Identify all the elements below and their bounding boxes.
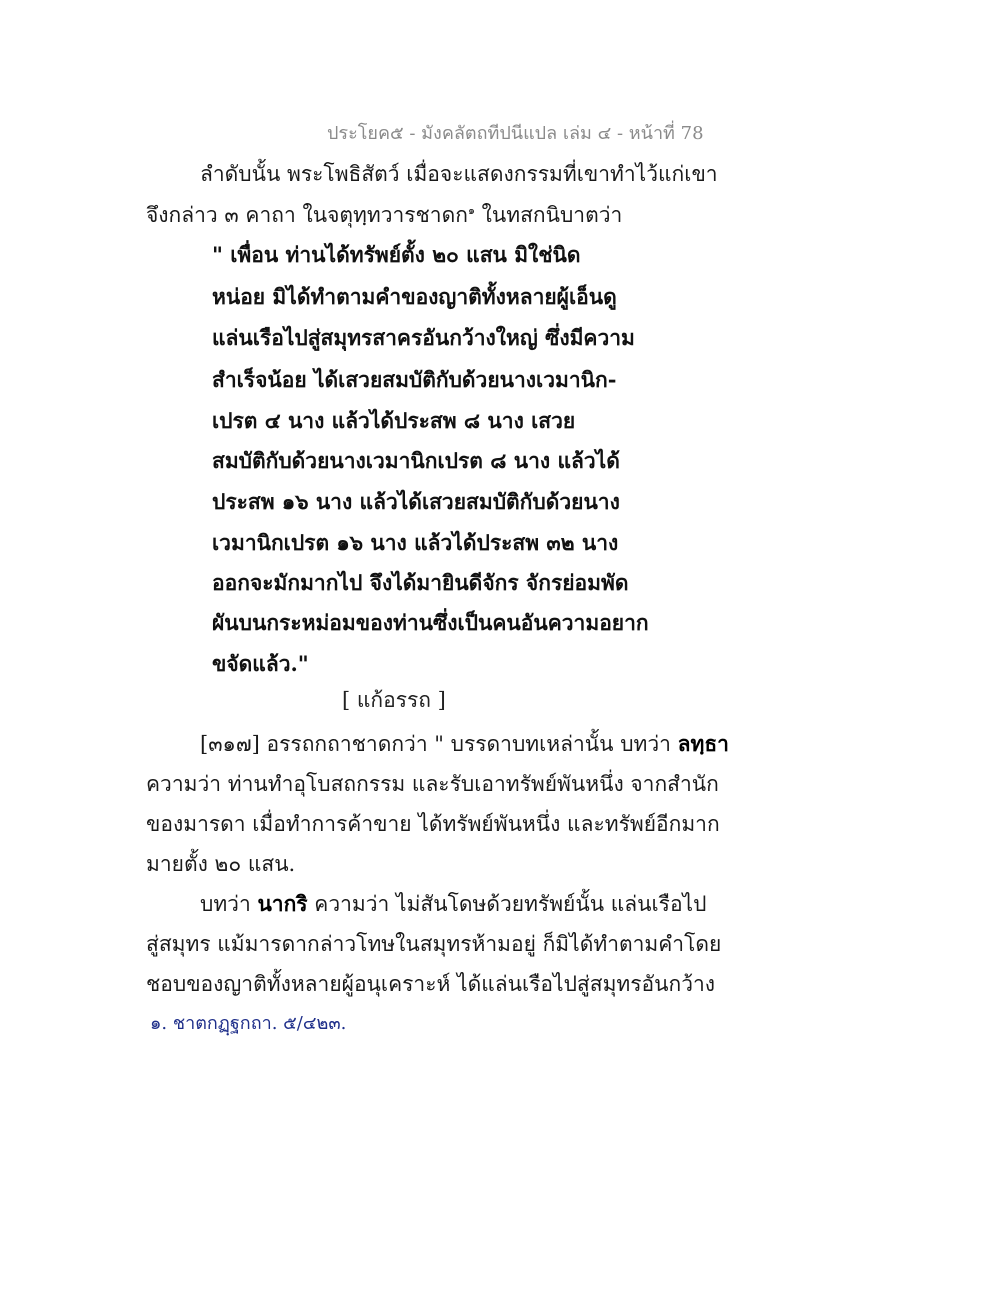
- para2-line-1-post: ความว่า ไม่สันโดษด้วยทรัพย์นั้น แล่นเรือไป: [307, 892, 707, 916]
- footnote-marker: ๑: [467, 204, 475, 217]
- verse-line: เวมานิกเปรต ๑๖ นาง แล้วได้ประสพ ๓๒ นาง: [212, 530, 619, 555]
- pali-term-nakari: นากริ: [257, 891, 308, 916]
- intro-line-2: [146, 201, 622, 229]
- verse-line: ออกจะมักมากไป จึงได้มายินดีจักร จักรย่อมพัด: [212, 570, 629, 595]
- footnote: ๑. ชาตกฏฺฐกถา. ๕/๔๒๓.: [150, 1013, 347, 1034]
- running-header: ประโยค๕ - มังคลัตถทีปนีแปล เล่ม ๔ - หน้าที่ 78: [327, 123, 704, 144]
- verse-line: หน่อย มิได้ทำตามคำของญาติทั้งหลายผู้เอ็นดู: [212, 284, 617, 309]
- pali-term-laddha: ลทฺธา: [677, 731, 729, 756]
- section-heading: [ แก้อรรถ ]: [342, 688, 446, 712]
- para1-line-2: ความว่า ท่านทำอุโบสถกรรม และรับเอาทรัพย์พันหนึ่ง จากสำนัก: [146, 772, 719, 796]
- para1-line-4: มายตั้ง ๒๐ แสน.: [146, 852, 296, 876]
- verse-line: ผันบนกระหม่อมของท่านซึ่งเป็นคนอันความอยาก: [212, 610, 649, 635]
- verse-line: สำเร็จน้อย ได้เสวยสมบัติกับด้วยนางเวมานิก-: [212, 367, 617, 392]
- intro-line-1: ลำดับนั้น พระโพธิสัตว์ เมื่อจะแสดงกรรมที่เขาทำไว้แก่เขา: [200, 162, 718, 186]
- para2-line-3: ชอบของญาติทั้งหลายผู้อนุเคราะห์ ได้แล่นเรือไปสู่สมุทรอันกว้าง: [146, 972, 716, 996]
- para2-line-1-pre: บทว่า: [200, 892, 258, 916]
- verse-line: ขจัดแล้ว.": [212, 651, 309, 676]
- verse-line: แล่นเรือไปสู่สมุทรสาครอันกว้างใหญ่ ซึ่งมีความ: [212, 325, 635, 350]
- para2-line-2: สู่สมุทร แม้มารดากล่าวโทษในสมุทรห้ามอยู่ ก็มิได้ทำตามคำโดย: [146, 932, 722, 956]
- para1-line-1-text: [๓๑๗] อรรถกถาชาดกว่า " บรรดาบทเหล่านั้น บทว่า: [200, 732, 678, 756]
- para1-line-1: [200, 730, 729, 758]
- para2-line-1: [200, 890, 706, 918]
- verse-line: เปรต ๔ นาง แล้วได้ประสพ ๘ นาง เสวย: [212, 408, 576, 433]
- intro-line-2-text: จึงกล่าว ๓ คาถา ในจตุทฺทวารชาดก: [146, 203, 468, 227]
- intro-line-2-end: ในทสกนิบาตว่า: [474, 203, 623, 227]
- para1-line-3: ของมารดา เมื่อทำการค้าขาย ได้ทรัพย์พันหนึ่ง และทรัพย์อีกมาก: [146, 812, 720, 836]
- verse-line: สมบัติกับด้วยนางเวมานิกเปรต ๘ นาง แล้วได้: [212, 448, 620, 473]
- verse-line: " เพื่อน ท่านได้ทรัพย์ตั้ง ๒๐ แสน มิใช่นิด: [212, 242, 581, 267]
- verse-line: ประสพ ๑๖ นาง แล้วได้เสวยสมบัติกับด้วยนาง: [212, 489, 620, 514]
